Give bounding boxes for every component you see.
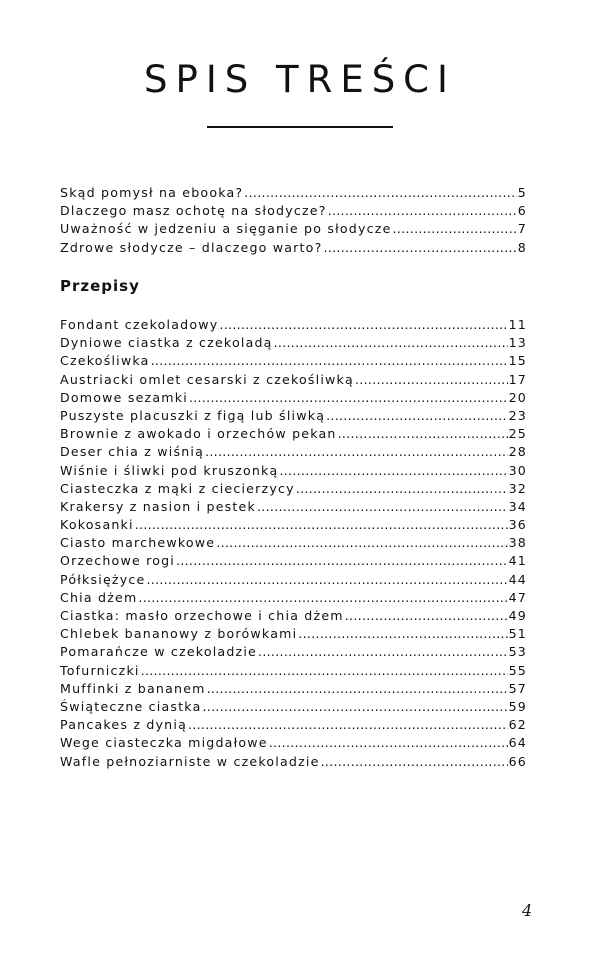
toc-entry-title: Uważność w jedzeniu a sięganie po słodycze <box>60 221 392 237</box>
toc-entry[interactable] <box>60 754 527 772</box>
toc-entry[interactable] <box>60 572 527 590</box>
toc-entry[interactable] <box>60 426 527 444</box>
toc-dot-leader <box>135 517 508 532</box>
toc-entry-title: Czekośliwka <box>60 353 150 369</box>
toc-entry-title: Wege ciasteczka migdałowe <box>60 735 268 751</box>
toc-entry-title: Chia dżem <box>60 589 138 605</box>
toc-entry-title: Pomarańcze w czekoladzie <box>60 644 258 660</box>
toc-dot-leader <box>323 240 516 255</box>
toc-dot-leader <box>207 681 508 696</box>
toc-entry[interactable] <box>60 608 527 626</box>
page-title: SPIS TREŚCI <box>144 58 456 101</box>
recipes-toc-list <box>60 317 527 772</box>
toc-entry[interactable] <box>60 335 527 353</box>
toc-entry[interactable] <box>60 240 527 258</box>
toc-entry[interactable] <box>60 553 527 571</box>
toc-dot-leader <box>141 663 508 678</box>
toc-entry[interactable] <box>60 590 527 608</box>
toc-entry-page: 25 <box>508 426 527 442</box>
toc-dot-leader <box>138 590 507 605</box>
toc-dot-leader <box>176 553 508 568</box>
toc-entry-page: 23 <box>508 407 527 423</box>
toc-entry-page: 6 <box>517 203 527 219</box>
toc-entry-title: Dlaczego masz ochotę na słodycze? <box>60 203 327 219</box>
toc-entry-page: 28 <box>508 444 527 460</box>
toc-entry[interactable] <box>60 681 527 699</box>
toc-dot-leader <box>345 608 508 623</box>
toc-entry-page: 7 <box>517 221 527 237</box>
toc-dot-leader <box>269 735 508 750</box>
toc-entry[interactable] <box>60 203 527 221</box>
toc-entry[interactable] <box>60 535 527 553</box>
toc-entry[interactable] <box>60 408 527 426</box>
toc-entry[interactable] <box>60 444 527 462</box>
toc-entry-title: Pancakes z dynią <box>60 717 187 733</box>
toc-entry-page: 36 <box>508 517 527 533</box>
toc-dot-leader <box>244 185 516 200</box>
toc-entry-page: 11 <box>508 317 527 332</box>
page-number: 4 <box>522 901 533 920</box>
toc-entry-page: 64 <box>508 735 527 751</box>
toc-entry-title: Wafle pełnoziarniste w czekoladzie <box>60 753 320 769</box>
toc-entry-title: Chlebek bananowy z borówkami <box>60 626 298 642</box>
toc-dot-leader <box>219 317 507 332</box>
toc-entry-title: Muffinki z bananem <box>60 680 206 696</box>
toc-entry-page: 53 <box>508 644 527 660</box>
toc-entry[interactable] <box>60 372 527 390</box>
toc-entry-page: 51 <box>508 626 527 642</box>
toc-entry-title: Skąd pomysł na ebooka? <box>60 185 244 200</box>
toc-dot-leader <box>279 463 507 478</box>
toc-entry-page: 55 <box>508 662 527 678</box>
toc-entry-page: 32 <box>508 480 527 496</box>
toc-entry-page: 30 <box>508 462 527 478</box>
toc-entry[interactable] <box>60 644 527 662</box>
toc-dot-leader <box>188 717 508 732</box>
toc-entry-title: Domowe sezamki <box>60 389 188 405</box>
toc-entry[interactable] <box>60 663 527 681</box>
toc-entry-page: 57 <box>508 680 527 696</box>
toc-entry-page: 13 <box>508 335 527 351</box>
toc-entry[interactable] <box>60 221 527 239</box>
toc-dot-leader <box>203 699 508 714</box>
toc-dot-leader <box>326 408 507 423</box>
toc-entry[interactable] <box>60 517 527 535</box>
toc-entry-page: 17 <box>508 371 527 387</box>
toc-entry-title: Austriacki omlet cesarski z czekośliwką <box>60 371 354 387</box>
toc-entry[interactable] <box>60 481 527 499</box>
toc-dot-leader <box>257 499 508 514</box>
toc-entry-page: 47 <box>508 589 527 605</box>
toc-dot-leader <box>296 481 508 496</box>
toc-entry-title: Fondant czekoladowy <box>60 317 219 332</box>
toc-entry-title: Półksiężyce <box>60 571 146 587</box>
toc-entry-title: Ciasteczka z mąki z ciecierzycy <box>60 480 295 496</box>
toc-entry[interactable] <box>60 390 527 408</box>
toc-entry[interactable] <box>60 499 527 517</box>
recipes-heading: Przepisy <box>60 277 140 295</box>
toc-entry-page: 38 <box>508 535 527 551</box>
toc-entry-page: 34 <box>508 498 527 514</box>
toc-dot-leader <box>189 390 508 405</box>
toc-dot-leader <box>151 353 508 368</box>
toc-dot-leader <box>205 444 508 459</box>
toc-entry-page: 62 <box>508 717 527 733</box>
toc-dot-leader <box>338 426 508 441</box>
toc-entry-title: Deser chia z wiśnią <box>60 444 205 460</box>
toc-entry[interactable] <box>60 463 527 481</box>
toc-entry-title: Zdrowe słodycze – dlaczego warto? <box>60 239 323 255</box>
toc-entry-title: Ciasto marchewkowe <box>60 535 216 551</box>
toc-entry-page: 8 <box>517 239 527 255</box>
toc-entry-title: Świąteczne ciastka <box>60 698 202 714</box>
toc-entry[interactable] <box>60 185 527 203</box>
toc-dot-leader <box>393 221 517 236</box>
toc-entry-page: 44 <box>508 571 527 587</box>
toc-dot-leader <box>298 626 507 641</box>
toc-entry[interactable] <box>60 717 527 735</box>
toc-dot-leader <box>146 572 507 587</box>
toc-entry[interactable] <box>60 735 527 753</box>
toc-entry-page: 5 <box>517 185 527 200</box>
toc-dot-leader <box>328 203 517 218</box>
toc-entry-page: 41 <box>508 553 527 569</box>
toc-entry[interactable] <box>60 317 527 335</box>
toc-entry-title: Wiśnie i śliwki pod kruszonką <box>60 462 279 478</box>
toc-entry-title: Brownie z awokado i orzechów pekan <box>60 426 337 442</box>
toc-dot-leader <box>258 644 508 659</box>
toc-entry[interactable] <box>60 353 527 371</box>
toc-entry-title: Puszyste placuszki z figą lub śliwką <box>60 407 326 423</box>
toc-entry-title: Tofurniczki <box>60 662 140 678</box>
intro-toc-list <box>60 185 527 258</box>
toc-entry-page: 49 <box>508 608 527 623</box>
toc-dot-leader <box>274 335 508 350</box>
toc-entry-page: 15 <box>508 353 527 369</box>
toc-entry-title: Ciastka: masło orzechowe i chia dżem <box>60 608 344 623</box>
toc-entry-title: Dyniowe ciastka z czekoladą <box>60 335 273 351</box>
toc-dot-leader <box>355 372 508 387</box>
toc-entry-title: Orzechowe rogi <box>60 553 176 569</box>
toc-dot-leader <box>216 535 507 550</box>
toc-entry-page: 59 <box>508 698 527 714</box>
toc-entry-page: 66 <box>508 753 527 769</box>
toc-entry-title: Krakersy z nasion i pestek <box>60 498 256 514</box>
title-divider <box>207 126 393 128</box>
toc-entry-page: 20 <box>508 389 527 405</box>
toc-entry[interactable] <box>60 626 527 644</box>
toc-dot-leader <box>321 754 508 769</box>
toc-entry[interactable] <box>60 699 527 717</box>
toc-entry-title: Kokosanki <box>60 517 134 533</box>
